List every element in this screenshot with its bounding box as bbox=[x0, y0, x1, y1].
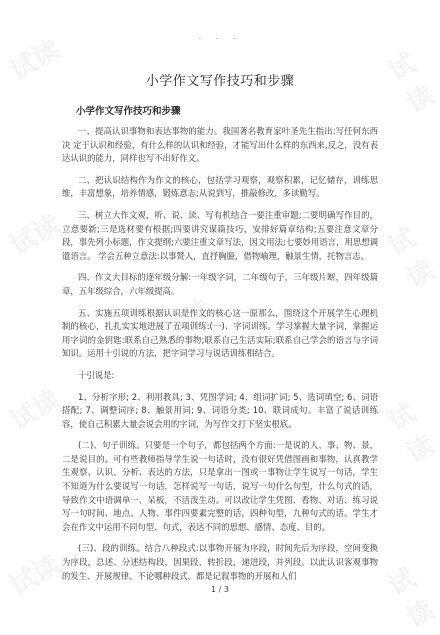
paragraph: 四、作文大目标的逐年级分解:一年级字词，二年级句子，三年级片断，四年级篇章，五年级综合，六年级提高。 bbox=[62, 272, 378, 296]
paragraph: (三)、段的训练。结合八种段式:以事物开展为序段，时间先后为序段，空间变换为序段，总述、分述结构段，因果段，转折段，递进段，并列段。以此认识客观事物的发生、开展规律。不论哪种段式，都是记叙事物的开展和人们 bbox=[62, 543, 378, 581]
paragraph: 五、实施五项训练根据认识是作文的核心这一原那么，围绕这个开展学生心理机制的核心，扎扎实实地进展了五项训练:(一)、字词训练。学习掌握大量字词，掌握运用字词的金钥匙:联系自己熟悉的事物;联系自己生活实际;联系自己学会的语言与字词知识。运用十引说的方法，把字词学习与说话训练相结合。 bbox=[62, 307, 378, 359]
watermark-text bbox=[2, 204, 66, 262]
paragraph: 三、树立大作文观，听、说、读、写有机结合一要注重审题;二要明确写作目的，立意要新;三是选材要有根据;四要讲究谋篇技巧，安排好篇章结构;五要注意文章分段，事先列小标题，作文提纲;六要注重文章写法，因文用法;七要妙用语言，用思想调遣语言。 学会五种立意法:以事赞人，直抒胸臆，借物喻理，触景生情，托物言志。 bbox=[62, 209, 378, 261]
paragraph: 二、把认识结构作为作文的核心，包括学习观察，观察积累，记忆储存，训练思维，丰富想象，培养情感，锻炼意志;从说到写，推敲修改，多读勤写。 bbox=[62, 174, 378, 199]
paragraph: 十引说是: bbox=[78, 369, 115, 380]
paragraph: 一、提高认识事物和表达事物的能力。我国著名教育家叶圣先生指出:写任何东西决 定于认识和经验，有什么样的认识和经验，才能写出什么样的东西来,反之，没有表达认识的能力，同样也写不出好作文。 bbox=[62, 126, 378, 164]
watermark-text bbox=[380, 209, 440, 295]
header-dots: . . . bbox=[198, 32, 242, 41]
watermark-text bbox=[380, 34, 440, 120]
page-number: 1 / 3 bbox=[211, 585, 229, 594]
document-title: 小学作文写作技巧和步骤 bbox=[145, 74, 295, 89]
watermark-text bbox=[2, 379, 66, 437]
paragraph: (二)、句子训练。只要是一个句子，都包括两个方面:一是说的人、事、物、景，二是说目的。可有些教师指导学生说一句话时，没有很好凭借图画和事物，认真教学生观察、认识、分析、表达的方法，只是拿出一图或一事物让学生说写一句话，学生不知道为什么要说写一句话，怎样说写一句话，说写一句什么句型，什么句式的话，导致作文中语调单一、呆板，不活泼生动。可以改让学生凭图、看物、对话、练习说写一句时间、地点、人物、事件四要素完整的话，四种句型，九种句式的话。学生才会在作文中运用不同句型、句式，表达不同的思想、感情、态度、目的。 bbox=[62, 440, 378, 532]
document-page bbox=[62, 60, 378, 591]
watermark-text bbox=[380, 384, 440, 470]
paragraph: 1、分析字形; 2、利用教具; 3、凭图学词; 4、组词扩词; 5、选词填空; 6、词语搭配; 7、调整词序; 8、触景用词; 9、词语分类; 10、联词成句。丰富了说话训练容，使自己积累大量会说会用的字词，为写作文打下坚实根底。 bbox=[62, 391, 378, 429]
document-subtitle: 小学作文写作技巧和步骤 bbox=[76, 106, 181, 117]
